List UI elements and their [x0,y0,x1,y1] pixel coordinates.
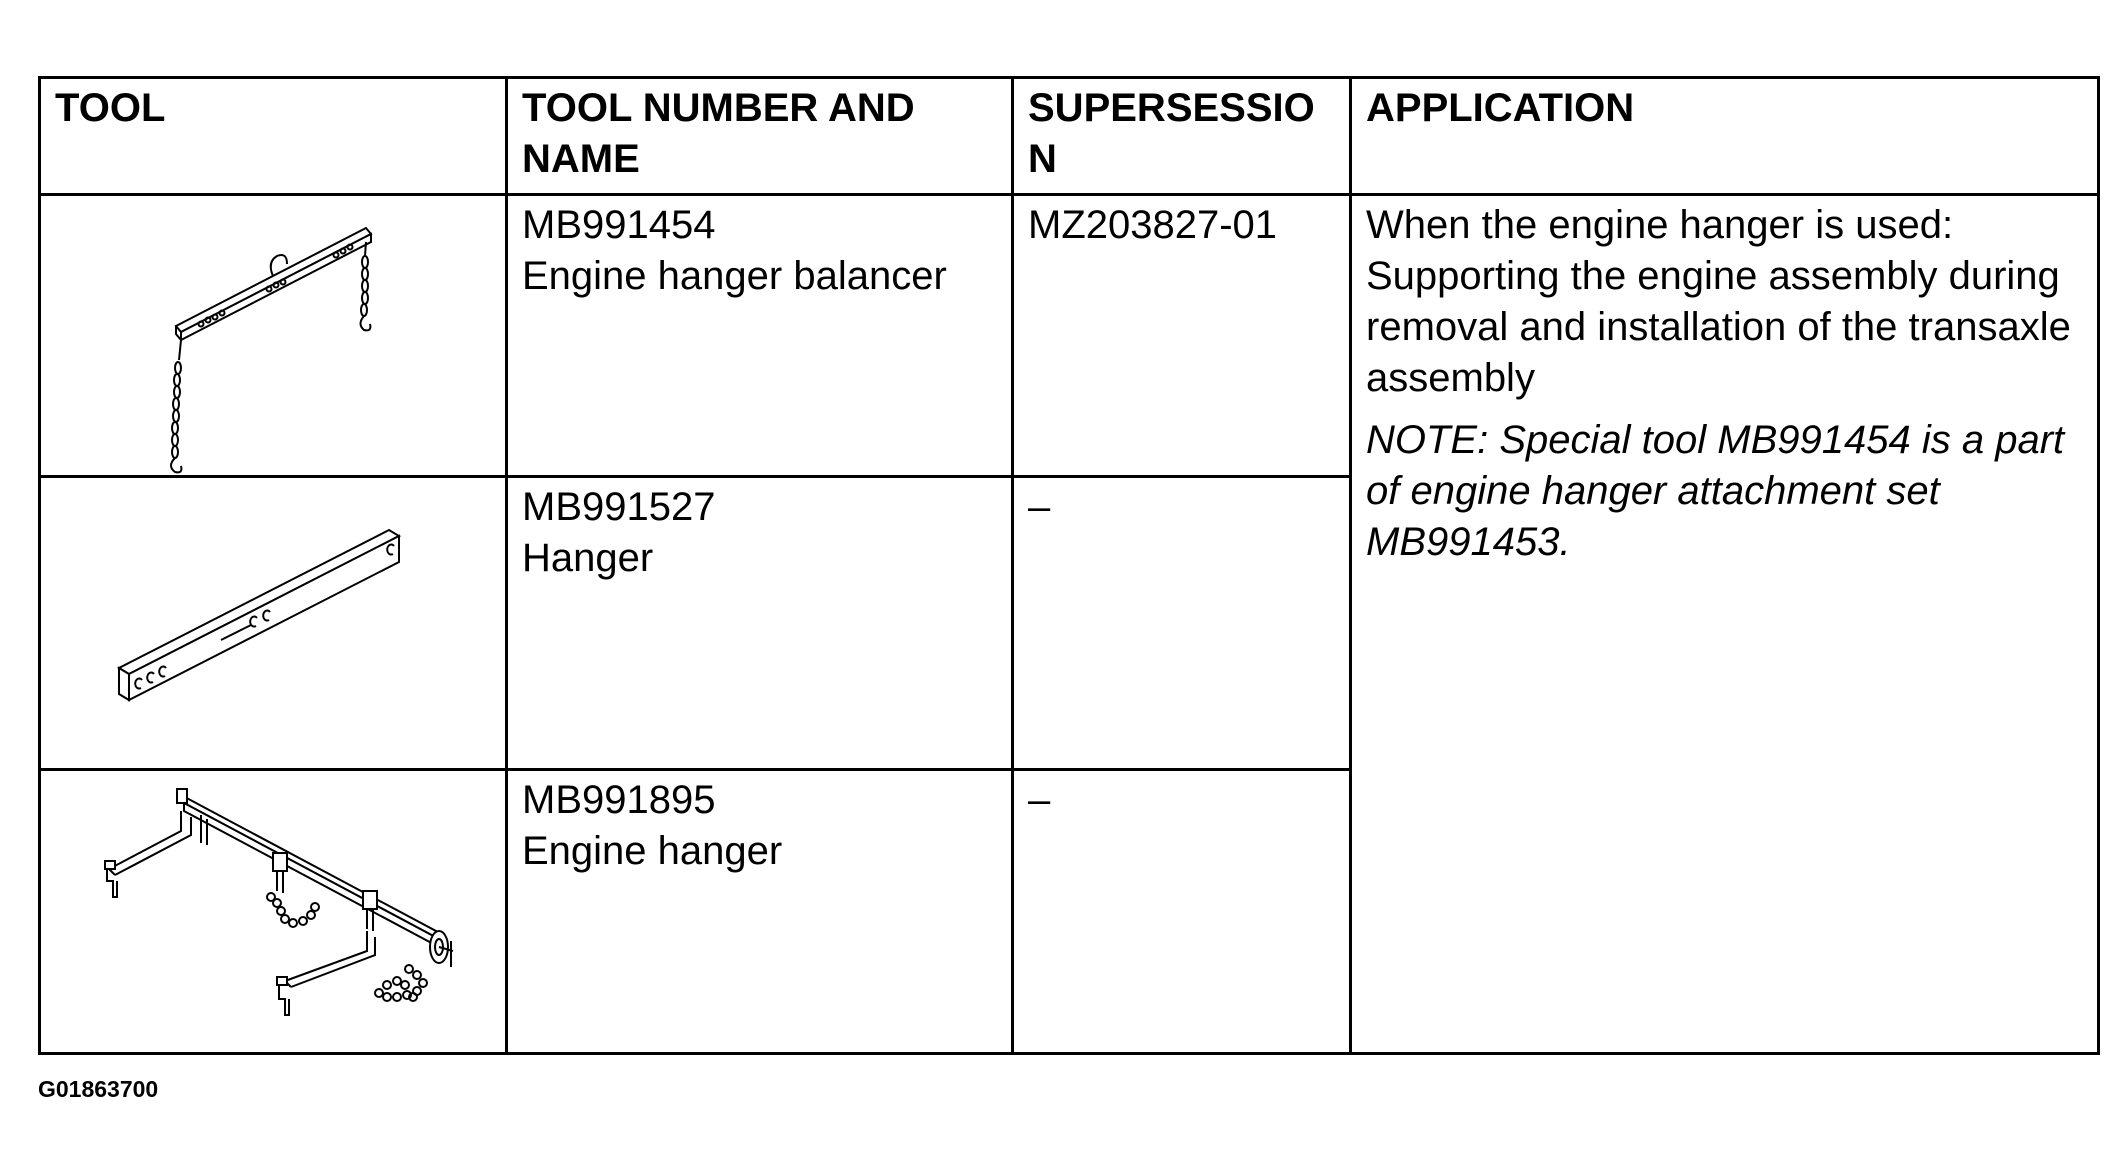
tool-image-cell [40,770,507,1054]
table-header-row [40,78,2099,195]
engine-hanger-illustration-icon [41,771,508,1055]
header-application: APPLICATION [1351,78,2099,195]
hanger-bar-illustration-icon [41,478,508,771]
tool-number: MB991527 [522,485,716,529]
header-tool: TOOL [40,78,507,195]
engine-hanger-balancer-illustration-icon [41,196,508,478]
supersession-cell [1013,770,1351,1054]
application-note: NOTE: Special tool MB991454 is a part of engine hanger attachment set MB991453. [1366,418,2065,564]
supersession-value: – [1028,778,1051,822]
tool-number: MB991454 [522,203,716,247]
tool-name: Engine hanger [522,829,783,873]
tool-number-name-cell [507,770,1013,1054]
tool-name: Hanger [522,536,654,580]
supersession-value: – [1028,485,1051,529]
tool-image-cell [40,195,507,477]
special-tools-table [38,76,2100,1055]
supersession-value: MZ203827-01 [1028,203,1278,247]
table-row [40,195,2099,477]
figure-id: G01863700 [38,1076,159,1102]
tool-name: Engine hanger balancer [522,254,947,298]
header-tool-number-and-name: TOOL NUMBER AND NAME [507,78,1013,195]
supersession-cell [1013,477,1351,770]
tool-number: MB991895 [522,778,716,822]
header-supersession: SUPERSESSIO N [1013,78,1351,195]
supersession-cell [1013,195,1351,477]
tool-number-name-cell [507,195,1013,477]
tool-image-cell [40,477,507,770]
tool-number-name-cell [507,477,1013,770]
application-text: When the engine hanger is used: Supporting the engine assembly during removal and installation of the transaxle assembly [1366,203,2071,400]
application-cell [1351,195,2099,1054]
